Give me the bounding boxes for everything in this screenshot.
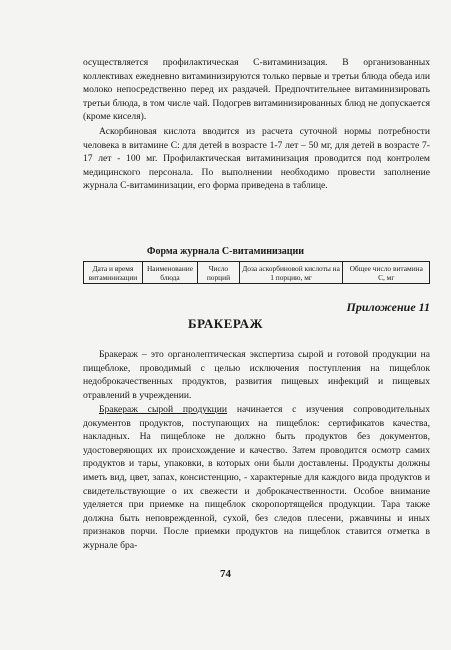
table-header-cell: Дата и время витаминизации [84,262,143,284]
paragraph-vitaminization: осуществляется профилактическая С-витаминизация. В организованных коллективах ежедневно витаминизируются только первые и третьи блюда обеда или молоко непосредственно перед их раздачей. Предпочтительнее витаминизировать третьи блюда, в том числе чай. Подогрев витаминизированных блюд не допускается (кроме киселя). [83,57,430,123]
table-header-cell: Наименование блюда [142,262,197,284]
appendix-label: Приложение 11 [346,300,430,314]
paragraph-raw-product-inspection [83,403,430,553]
table-header-cell: Число порций [198,262,240,284]
table-header-row [84,262,430,284]
paragraph-ascorbic-acid: Аскорбиновая кислота вводится из расчета суточной нормы потребности человека в витамине С: для детей в возрасте 1-7 лет – 50 мг, для детей в возрасте 7-17 лет - 100 мг. Профилактическая витаминизация проводится под контролем медицинского персонала. По выполнении необходимо провести заполнение журнала С-витаминизации, его форма приведена в таблице. [83,126,430,192]
vitaminization-journal-table [83,261,430,284]
table-header-cell: Общее число витамина С, мг [343,262,430,284]
page-number: 74 [220,568,231,580]
table-title: Форма журнала С-витаминизации [146,246,305,257]
paragraph-text: начинается с изучения сопроводительных документов продуктов, поступающих на пищеблок: сертификатов качества, накладных. На пищеблоке не должно быть продуктов без документов, удостоверяющих их происхождение и качество. Затем проводится осмотр самих продуктов и тары, упаковки, в которых они были доставлены. Продукты должны иметь вид, цвет, запах, консистенцию, - характерные для каждого вида продуктов и свидетельствующие о их свежести и доброкачественности. Особое внимание уделяется при приемке на пищеблок скоропортящейся продукции. Тара также должна быть неповрежденной, сухой, без следов плесени, ржавчины и иных признаков порчи. После приемки продуктов на пищеблок ставится отметка в журнале бра- [83,404,430,551]
underlined-term: Бракераж сырой продукции [99,404,228,415]
paragraph-brakerazh-definition: Бракераж – это органолептическая экспертиза сырой и готовой продукции на пищеблоке, проводимый с целью исключения поступления на пищеблок недоброкачественных продуктов, развития пищевых инфекций и пищевых отравлений в учреждении. [83,349,430,401]
section-heading: БРАКЕРАЖ [188,316,263,331]
table-header-cell: Доза аскорбиновой кислоты на 1 порцию, мг [239,262,343,284]
